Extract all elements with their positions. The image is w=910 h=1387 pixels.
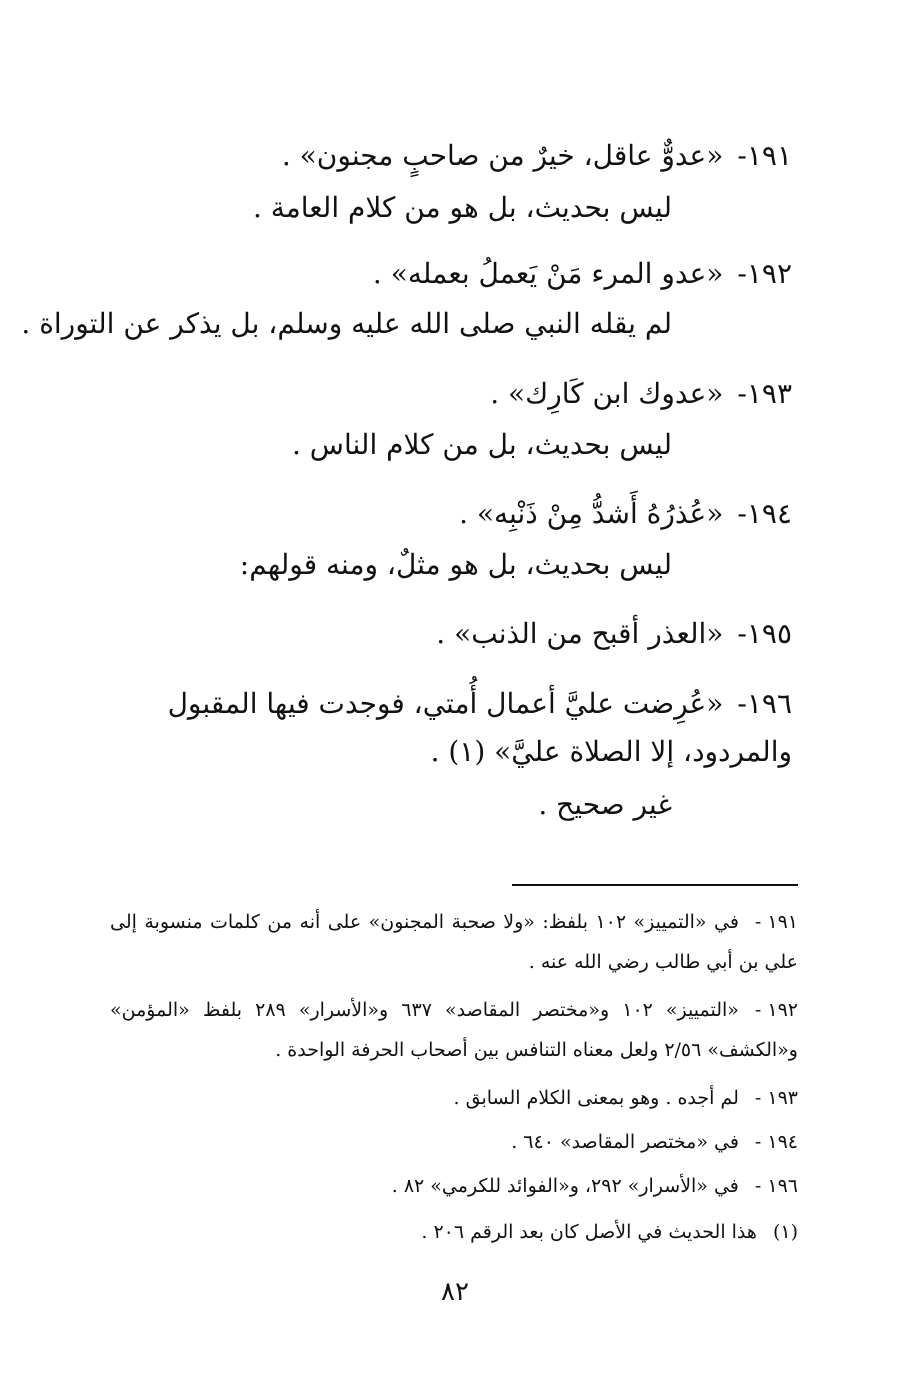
entry-text: «العذر أقبح من الذنب» . bbox=[436, 617, 724, 650]
entry-comment: ليس بحديث، بل هو مثلٌ، ومنه قولهم: bbox=[239, 548, 672, 581]
footnote-number: ١٩٦ - bbox=[754, 1175, 798, 1197]
footnote-divider bbox=[512, 884, 798, 886]
footnote-193 bbox=[110, 1078, 798, 1118]
footnote-number: (١) bbox=[772, 1221, 798, 1243]
entry-number: ١٩٦- bbox=[737, 687, 792, 720]
footnote-number: ١٩٢ - bbox=[754, 999, 799, 1021]
entry-number: ١٩٢- bbox=[737, 257, 792, 290]
entry-comment: غير صحيح . bbox=[538, 788, 672, 821]
entry-comment: ليس بحديث، بل هو من كلام العامة . bbox=[252, 191, 672, 224]
footnote-text: هذا الحديث في الأصل كان بعد الرقم ٢٠٦ . bbox=[421, 1221, 757, 1243]
footnote-191 bbox=[110, 902, 798, 982]
entry-195 bbox=[102, 610, 792, 658]
footnote-1 bbox=[110, 1212, 798, 1252]
footnote-196 bbox=[110, 1166, 798, 1206]
entry-text: «عُذرُهُ أَشدُّ مِنْ ذَنْبِه» . bbox=[459, 497, 724, 530]
entry-text: «عدو المرء مَنْ يَعملُ بعمله» . bbox=[372, 257, 724, 290]
entry-number: ١٩١- bbox=[737, 139, 792, 172]
entry-comment: لم يقله النبي صلى الله عليه وسلم، بل يذكر عن التوراة . bbox=[21, 307, 672, 340]
footnote-text: «التمييز» ١٠٢ و«مختصر المقاصد» ٦٣٧ و«الأسرار» ٢٨٩ بلفظ «المؤمن» و«الكشف» ٢/٥٦ ولعل معناه التنافس بين أصحاب الحرفة الواحدة . bbox=[110, 999, 798, 1061]
footnote-number: ١٩٣ - bbox=[754, 1087, 798, 1109]
entry-number: ١٩٥- bbox=[737, 617, 792, 650]
entry-192 bbox=[102, 250, 792, 298]
entry-193 bbox=[102, 370, 792, 418]
footnote-number: ١٩٤ - bbox=[754, 1131, 798, 1153]
entry-number: ١٩٣- bbox=[737, 377, 792, 410]
entry-196 bbox=[102, 680, 792, 776]
entry-text: «عدوٌّ عاقل، خيرٌ من صاحبٍ مجنون» . bbox=[281, 139, 724, 172]
page-number: ٨٢ bbox=[441, 1277, 469, 1307]
footnote-194 bbox=[110, 1122, 798, 1162]
entry-194 bbox=[102, 490, 792, 538]
footnote-192 bbox=[110, 990, 798, 1070]
entry-number: ١٩٤- bbox=[737, 497, 792, 530]
entry-comment: ليس بحديث، بل من كلام الناس . bbox=[291, 428, 672, 461]
footnote-text: في «الأسرار» ٢٩٢، و«الفوائد للكرمي» ٨٢ . bbox=[391, 1175, 739, 1197]
entry-text: «عدوك ابن كَارِك» . bbox=[490, 377, 724, 410]
entry-191 bbox=[102, 132, 792, 180]
entry-text: «عُرِضت عليَّ أعمال أُمتي، فوجدت فيها المقبول والمردود، إلا الصلاة عليَّ» (١) . bbox=[167, 687, 792, 768]
footnote-text: لم أجده . وهو بمعنى الكلام السابق . bbox=[453, 1087, 739, 1109]
footnote-number: ١٩١ - bbox=[754, 911, 798, 933]
footnote-text: في «التمييز» ١٠٢ بلفظ: «ولا صحبة المجنون» على أنه من كلمات منسوبة إلى علي بن أبي طالب رضي الله عنه . bbox=[110, 911, 798, 973]
footnote-text: في «مختصر المقاصد» ٦٤٠ . bbox=[511, 1131, 739, 1153]
